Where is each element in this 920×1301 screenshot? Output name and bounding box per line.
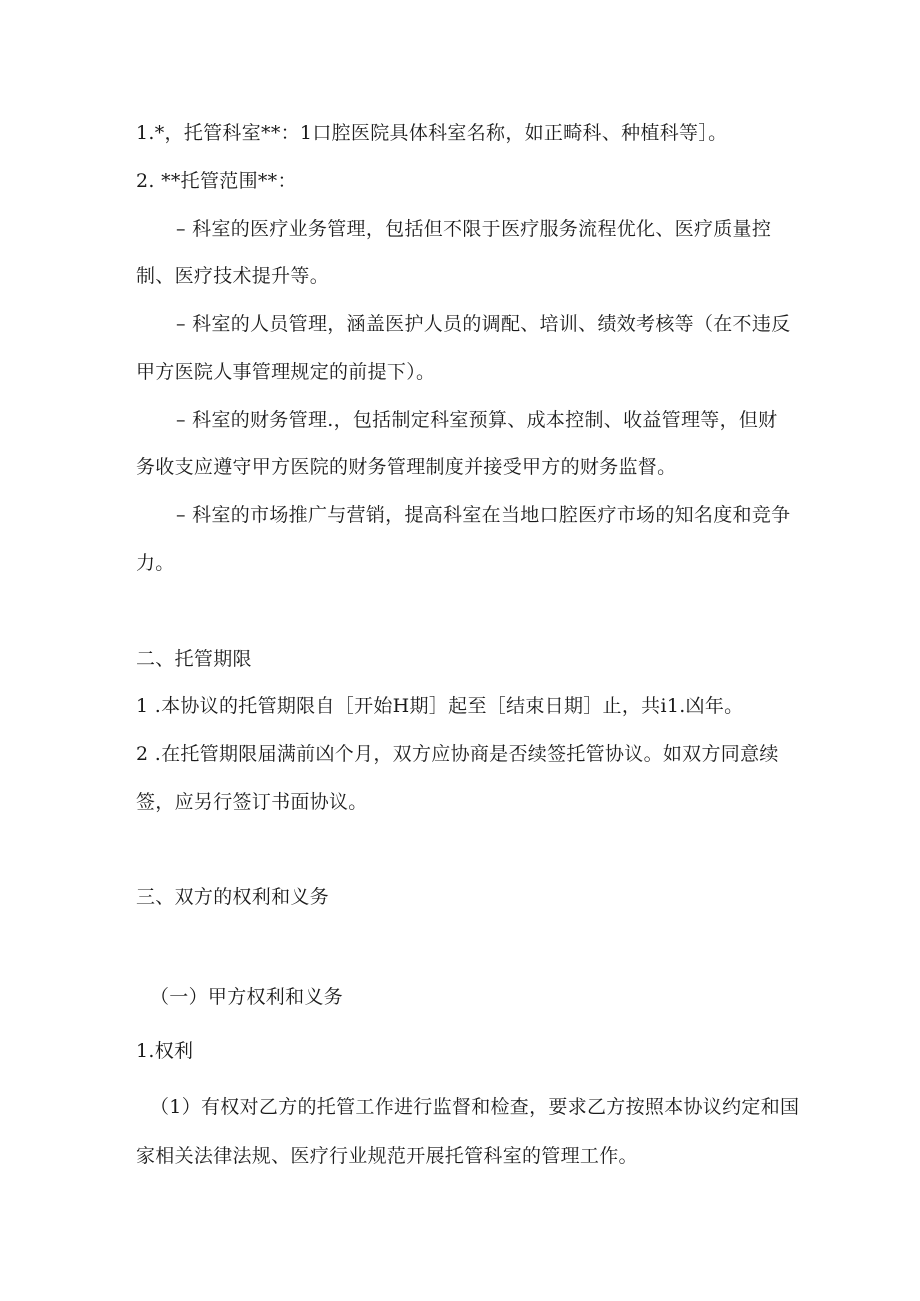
text-line: 1.*，托管科室**：1口腔医院具体科室名称，如正畸科、种植科等］。 [136, 122, 728, 144]
subsection-heading: （一）甲方权利和义务 [150, 986, 344, 1008]
section-heading: 二、托管期限 [136, 648, 252, 670]
text-line: 2 .在托管期限届满前凶个月，双方应协商是否续签托管协议。如双方同意续 [136, 743, 779, 765]
text-line: 甲方医院人事管理规定的前提下）。 [136, 361, 436, 383]
text-line: – 科室的市场推广与营销，提高科室在当地口腔医疗市场的知名度和竞争 [176, 504, 791, 526]
text-line: 务收支应遵守甲方医院的财务管理制度并接受甲方的财务监督。 [136, 456, 677, 478]
text-line: – 科室的医疗业务管理，包括但不限于医疗服务流程优化、医疗质量控 [176, 218, 772, 240]
text-line: 力。 [136, 552, 175, 574]
text-line: 制、医疗技术提升等。 [136, 265, 330, 287]
text-line: – 科室的财务管理.，包括制定科室预算、成本控制、收益管理等，但财 [176, 409, 778, 431]
text-line: 签，应另行签订书面协议。 [136, 791, 368, 813]
text-line: 2. **托管范围**： [136, 170, 297, 192]
subsection-heading: 1.权利 [136, 1040, 194, 1062]
text-line: 家相关法律法规、医疗行业规范开展托管科室的管理工作。 [136, 1145, 638, 1167]
section-heading: 三、双方的权利和义务 [136, 886, 330, 908]
text-line: 1 .本协议的托管期限自［开始H期］起至［结束日期］止，共i1.凶年。 [136, 695, 744, 717]
text-line: （1）有权对乙方的托管工作进行监督和检查，要求乙方按照本协议约定和国 [150, 1096, 800, 1118]
text-line: – 科室的人员管理，涵盖医护人员的调配、培训、绩效考核等（在不违反 [176, 313, 791, 335]
